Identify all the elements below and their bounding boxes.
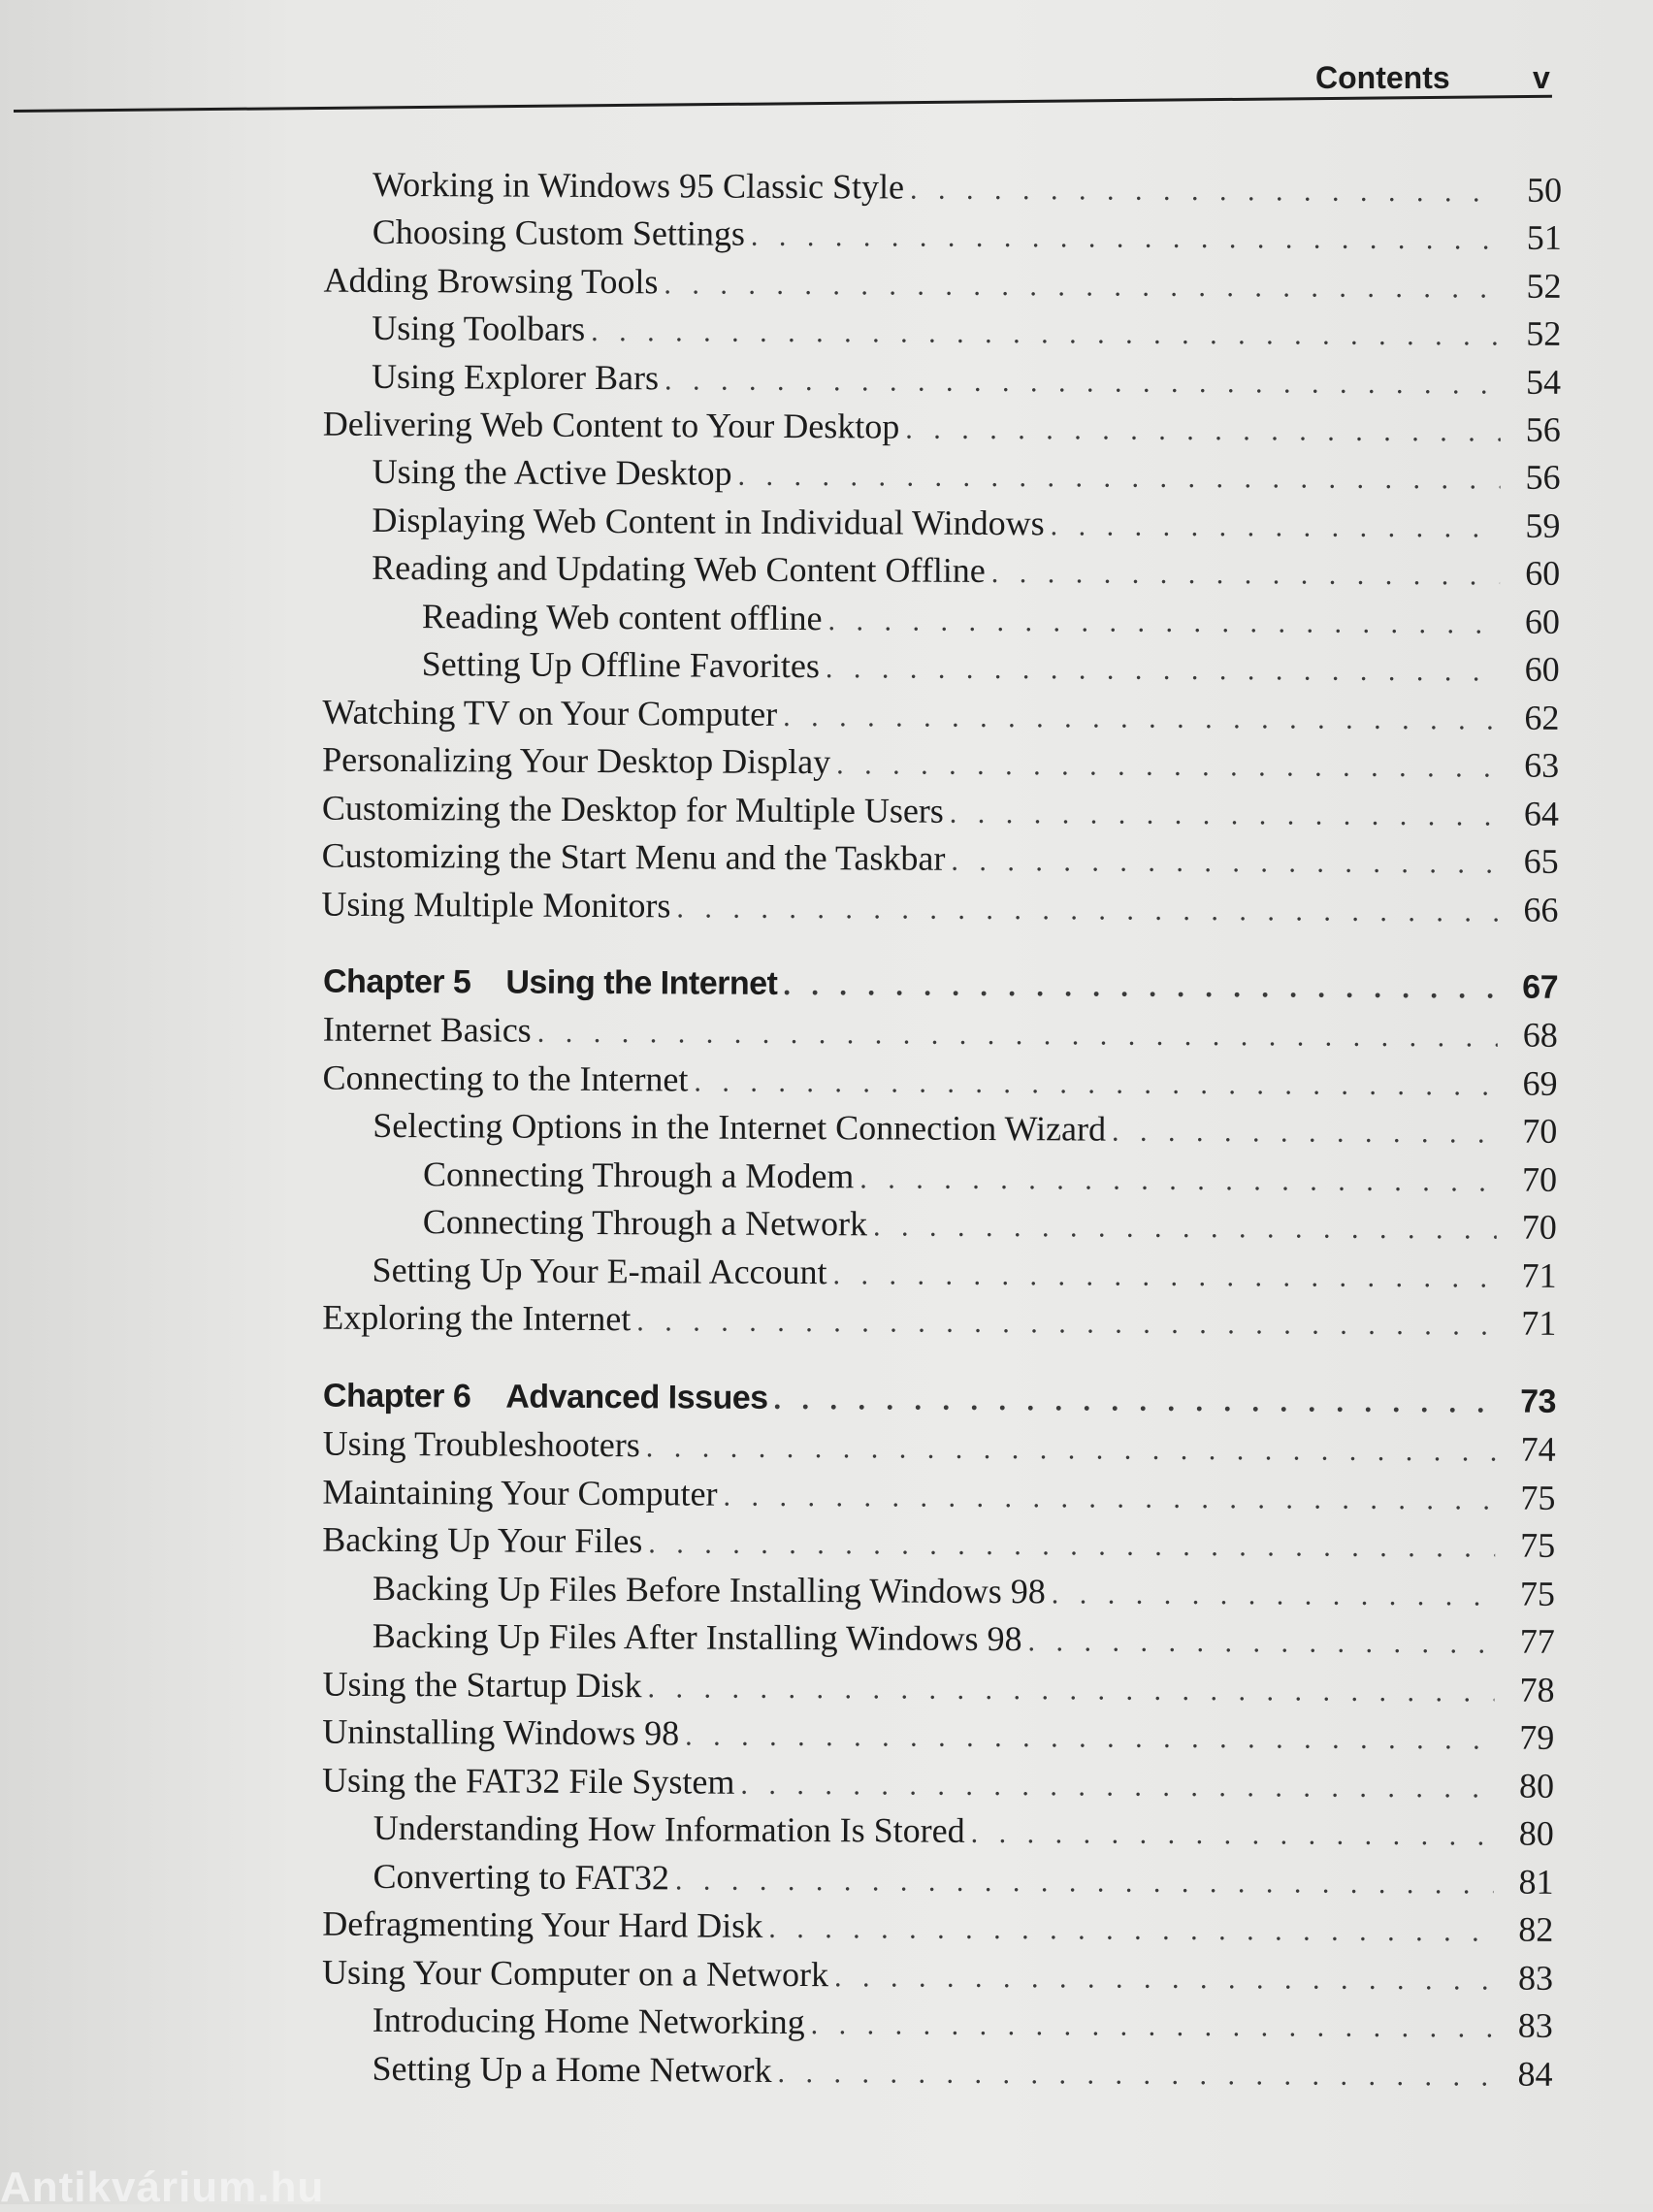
toc-entry-title: Using Multiple Monitors bbox=[321, 884, 671, 926]
toc-entry-page: 68 bbox=[1522, 1015, 1558, 1055]
dot-leader bbox=[676, 884, 1498, 936]
toc-entry-title: Customizing the Start Menu and the Taskbar bbox=[321, 835, 946, 878]
toc-entry-title: Using Explorer Bars bbox=[372, 356, 660, 398]
toc-entry-page: 56 bbox=[1525, 409, 1561, 449]
dot-leader bbox=[910, 166, 1502, 217]
toc-entry-title: Uninstalling Windows 98 bbox=[322, 1711, 680, 1753]
toc-entry-page: 64 bbox=[1523, 794, 1560, 833]
toc-entry-title: Using the FAT32 File System bbox=[321, 1760, 735, 1802]
toc-entry-title: Delivering Web Content to Your Desktop bbox=[322, 404, 900, 446]
toc-entry-page: 79 bbox=[1519, 1717, 1555, 1757]
toc-entry bbox=[321, 880, 1558, 934]
toc-entry-page: 78 bbox=[1519, 1670, 1555, 1709]
dot-leader bbox=[832, 1251, 1496, 1302]
toc-entry bbox=[373, 1852, 1553, 1906]
toc-entry bbox=[372, 352, 1561, 407]
toc-entry-title: Setting Up Your E-mail Account bbox=[372, 1250, 827, 1292]
toc-entry bbox=[373, 208, 1562, 262]
toc-entry-title: Maintaining Your Computer bbox=[322, 1472, 718, 1513]
toc-entry bbox=[372, 1246, 1556, 1300]
toc-entry bbox=[322, 1708, 1554, 1762]
toc-entry-page: 54 bbox=[1525, 362, 1562, 402]
toc-entry bbox=[373, 447, 1561, 502]
toc-entry-page: 60 bbox=[1524, 602, 1560, 641]
toc-entry bbox=[322, 784, 1559, 838]
dot-leader bbox=[873, 1202, 1497, 1253]
toc-entry-page: 50 bbox=[1526, 170, 1563, 210]
toc-entry-page: 70 bbox=[1522, 1111, 1558, 1151]
toc-entry-title: Setting Up Offline Favorites bbox=[421, 644, 821, 686]
toc-entry-title: Connecting to the Internet bbox=[322, 1057, 689, 1099]
toc-entry-page: 83 bbox=[1517, 1958, 1554, 1998]
toc-entry-page: 75 bbox=[1519, 1574, 1556, 1613]
toc-entry-page: 63 bbox=[1524, 745, 1560, 785]
toc-entry-page: 65 bbox=[1523, 841, 1559, 881]
toc-entry-page: 59 bbox=[1525, 505, 1561, 545]
dot-leader bbox=[951, 837, 1499, 889]
toc-entry-title: Displaying Web Content in Individual Windows bbox=[372, 500, 1045, 543]
toc-entry-title: Backing Up Your Files bbox=[322, 1519, 643, 1561]
toc-entry-page: 77 bbox=[1519, 1621, 1555, 1661]
chapter-page: 73 bbox=[1520, 1382, 1557, 1420]
toc-entry bbox=[322, 688, 1559, 742]
toc-entry-title: Converting to FAT32 bbox=[373, 1856, 669, 1898]
dot-leader bbox=[636, 1297, 1496, 1350]
toc-entry bbox=[322, 1948, 1553, 2002]
toc-entry bbox=[372, 543, 1560, 598]
toc-entry bbox=[423, 1197, 1557, 1252]
toc-entry-title: Using Troubleshooters bbox=[322, 1423, 640, 1465]
toc-entry-page: 75 bbox=[1520, 1478, 1556, 1517]
toc-entry-page: 52 bbox=[1526, 266, 1562, 306]
toc-entry-page: 60 bbox=[1525, 553, 1561, 593]
toc-entry-page: 62 bbox=[1524, 698, 1560, 737]
toc-entry-page: 74 bbox=[1520, 1429, 1556, 1469]
chapter-heading bbox=[323, 1372, 1556, 1426]
dot-leader bbox=[991, 549, 1501, 601]
toc-entry bbox=[322, 1293, 1556, 1348]
toc-entry bbox=[323, 1005, 1558, 1059]
chapter-title: Advanced Issues bbox=[505, 1378, 768, 1416]
toc-entry bbox=[373, 1611, 1555, 1666]
dot-leader bbox=[648, 1519, 1495, 1572]
dot-leader bbox=[1051, 502, 1501, 552]
dot-leader bbox=[1112, 1108, 1498, 1158]
toc-entry bbox=[372, 496, 1560, 550]
watermark: Antikvárium.hu bbox=[0, 2163, 325, 2211]
toc-entry-page: 66 bbox=[1523, 890, 1559, 929]
toc-entry-page: 83 bbox=[1517, 2005, 1553, 2045]
toc-entry-title: Connecting Through a Modem bbox=[422, 1155, 855, 1196]
toc-entry-title: Working in Windows 95 Classic Style bbox=[372, 164, 905, 207]
dot-leader bbox=[836, 740, 1499, 792]
toc-entry-title: Connecting Through a Network bbox=[422, 1202, 868, 1244]
toc-entry-title: Exploring the Internet bbox=[322, 1297, 632, 1339]
toc-entry-title: Adding Browsing Tools bbox=[323, 260, 659, 302]
chapter-page: 67 bbox=[1522, 968, 1559, 1006]
toc-entry-page: 80 bbox=[1518, 1813, 1554, 1853]
toc-entry-title: Setting Up a Home Network bbox=[372, 2048, 772, 2090]
toc-entry-title: Backing Up Files After Installing Windows 98 bbox=[372, 1615, 1022, 1659]
toc-entry bbox=[423, 1150, 1557, 1204]
toc-entry-page: 80 bbox=[1518, 1766, 1555, 1805]
toc-entry-page: 69 bbox=[1522, 1063, 1558, 1103]
toc-entry bbox=[323, 256, 1561, 310]
toc-entry bbox=[322, 735, 1559, 790]
dot-leader bbox=[591, 308, 1501, 361]
toc-entry-title: Watching TV on Your Computer bbox=[322, 692, 778, 733]
dot-leader bbox=[777, 2049, 1492, 2101]
toc-entry bbox=[373, 1564, 1555, 1618]
toc-entry bbox=[372, 2044, 1552, 2098]
toc-entry-title: Using the Startup Disk bbox=[322, 1664, 642, 1706]
dot-leader bbox=[827, 597, 1500, 648]
toc-entry bbox=[373, 1804, 1554, 1858]
dot-leader bbox=[768, 1904, 1493, 1957]
toc-entry bbox=[323, 1419, 1556, 1474]
dot-leader bbox=[950, 790, 1499, 841]
toc-entry-title: Choosing Custom Settings bbox=[372, 211, 746, 253]
toc-entry-page: 51 bbox=[1526, 217, 1562, 257]
chapter-title: Using the Internet bbox=[505, 963, 778, 1002]
toc-entry-title: Personalizing Your Desktop Display bbox=[322, 739, 831, 782]
dot-leader bbox=[834, 1953, 1493, 2004]
dot-leader bbox=[783, 961, 1498, 1014]
toc-entry bbox=[322, 1900, 1553, 1954]
dot-leader bbox=[751, 212, 1502, 265]
toc-entry bbox=[373, 160, 1562, 214]
toc-entry-title: Using Toolbars bbox=[372, 308, 586, 348]
toc-entry-page: 52 bbox=[1526, 313, 1562, 353]
toc-entry bbox=[322, 1660, 1554, 1714]
toc-entry-title: Backing Up Files Before Installing Windows 98 bbox=[372, 1568, 1046, 1611]
toc-entry-title: Defragmenting Your Hard Disk bbox=[322, 1903, 763, 1945]
toc-entry-title: Internet Basics bbox=[322, 1009, 532, 1050]
toc-entry-page: 82 bbox=[1518, 1909, 1554, 1949]
dot-leader bbox=[826, 644, 1500, 696]
toc-entry-page: 70 bbox=[1521, 1207, 1557, 1247]
dot-leader bbox=[1052, 1570, 1495, 1620]
toc-entry bbox=[372, 304, 1561, 358]
toc-entry bbox=[322, 831, 1559, 886]
toc-entry bbox=[323, 400, 1561, 454]
toc-entry-title: Understanding How Information Is Stored bbox=[373, 1807, 965, 1850]
toc-entry-title: Reading and Updating Web Content Offline bbox=[372, 547, 986, 590]
toc-entry-title: Reading Web content offline bbox=[421, 597, 823, 638]
toc-entry-page: 56 bbox=[1525, 457, 1561, 497]
toc-entry-page: 84 bbox=[1517, 2054, 1553, 2094]
section-title: Contents bbox=[1315, 60, 1450, 95]
toc-entry-page: 75 bbox=[1520, 1525, 1556, 1565]
toc-entry-page: 81 bbox=[1518, 1862, 1554, 1902]
dot-leader bbox=[646, 1423, 1496, 1476]
toc-entry-title: Introducing Home Networking bbox=[372, 2000, 805, 2042]
toc-entry bbox=[422, 639, 1560, 694]
chapter-number: Chapter 6 bbox=[322, 1377, 471, 1415]
toc-entry-title: Customizing the Desktop for Multiple Users bbox=[321, 788, 944, 830]
dot-leader bbox=[971, 1809, 1494, 1861]
dot-leader bbox=[737, 452, 1500, 504]
toc-entry bbox=[373, 1101, 1557, 1155]
toc-entry bbox=[322, 1468, 1555, 1522]
toc-entry bbox=[422, 592, 1560, 646]
toc-entry-page: 71 bbox=[1521, 1255, 1557, 1295]
dot-leader bbox=[811, 2001, 1493, 2052]
chapter-number: Chapter 5 bbox=[322, 962, 471, 1001]
toc-entry bbox=[322, 1756, 1554, 1810]
toc-entry-title: Selecting Options in the Internet Connection Wizard bbox=[373, 1105, 1107, 1149]
toc-entry-page: 70 bbox=[1521, 1159, 1558, 1199]
dot-leader bbox=[1027, 1617, 1494, 1668]
toc-entry-page: 60 bbox=[1524, 649, 1560, 689]
dot-leader bbox=[773, 1376, 1496, 1428]
dot-leader bbox=[905, 406, 1501, 457]
toc-entry bbox=[322, 1515, 1555, 1570]
dot-leader bbox=[859, 1155, 1497, 1206]
dot-leader bbox=[685, 1711, 1494, 1764]
toc-entry bbox=[322, 1054, 1557, 1108]
dot-leader bbox=[537, 1009, 1498, 1062]
toc-entry-title: Using Your Computer on a Network bbox=[321, 1952, 829, 1995]
toc-entry-title: Using the Active Desktop bbox=[372, 451, 732, 493]
toc-entry bbox=[373, 1996, 1553, 2050]
chapter-heading bbox=[323, 958, 1558, 1012]
page-number: v bbox=[1533, 60, 1550, 95]
toc-entry-page: 71 bbox=[1521, 1303, 1557, 1343]
